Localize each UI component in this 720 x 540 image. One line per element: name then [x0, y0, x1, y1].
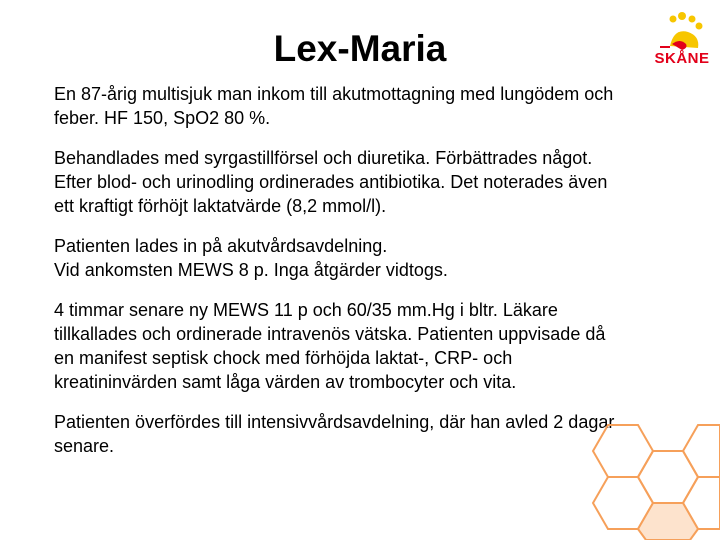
text-line: En 87-årig multisjuk man inkom till akutmottagning med lungödem och: [54, 84, 614, 104]
hexagon-outline: [593, 425, 653, 477]
hexagon-decoration-icon: [540, 380, 720, 540]
text-line: 4 timmar senare ny MEWS 11 p och 60/35 mm.Hg i bltr. Läkare: [54, 300, 558, 320]
text-line: ett kraftigt förhöjt laktatvärde (8,2 mmol/l).: [54, 196, 387, 216]
text-line: tillkallades och ordinerade intravenös vätska. Patienten uppvisade då: [54, 324, 606, 344]
hexagon-outline: [683, 425, 720, 477]
slide-title: Lex-Maria: [273, 28, 447, 69]
text-line: Vid ankomsten MEWS 8 p. Inga åtgärder vidtogs.: [54, 260, 448, 280]
text-line: feber. HF 150, SpO2 80 %.: [54, 108, 271, 128]
paragraph-2: [54, 146, 684, 218]
logo-text: SKÅNE: [654, 50, 710, 67]
hexagon-filled: [638, 503, 698, 540]
text-line: Patienten överfördes till intensivvårdsavdelning, där han avled 2 dagar: [54, 412, 615, 432]
text-line: kreatininvärden samt låga värden av trombocyter och vita.: [54, 372, 517, 392]
hexagon-outline: [638, 451, 698, 503]
paragraph-3: [54, 234, 684, 282]
text-line: Behandlades med syrgastillförsel och diuretika. Förbättrades något.: [54, 148, 593, 168]
text-line: Efter blod- och urinodling ordinerades antibiotika. Det noterades även: [54, 172, 608, 192]
text-line: Patienten lades in på akutvårdsavdelning.: [54, 236, 388, 256]
paragraph-1: [54, 82, 684, 130]
text-line: en manifest septisk chock med förhöjda laktat-, CRP- och: [54, 348, 513, 368]
text-line: senare.: [54, 436, 115, 456]
